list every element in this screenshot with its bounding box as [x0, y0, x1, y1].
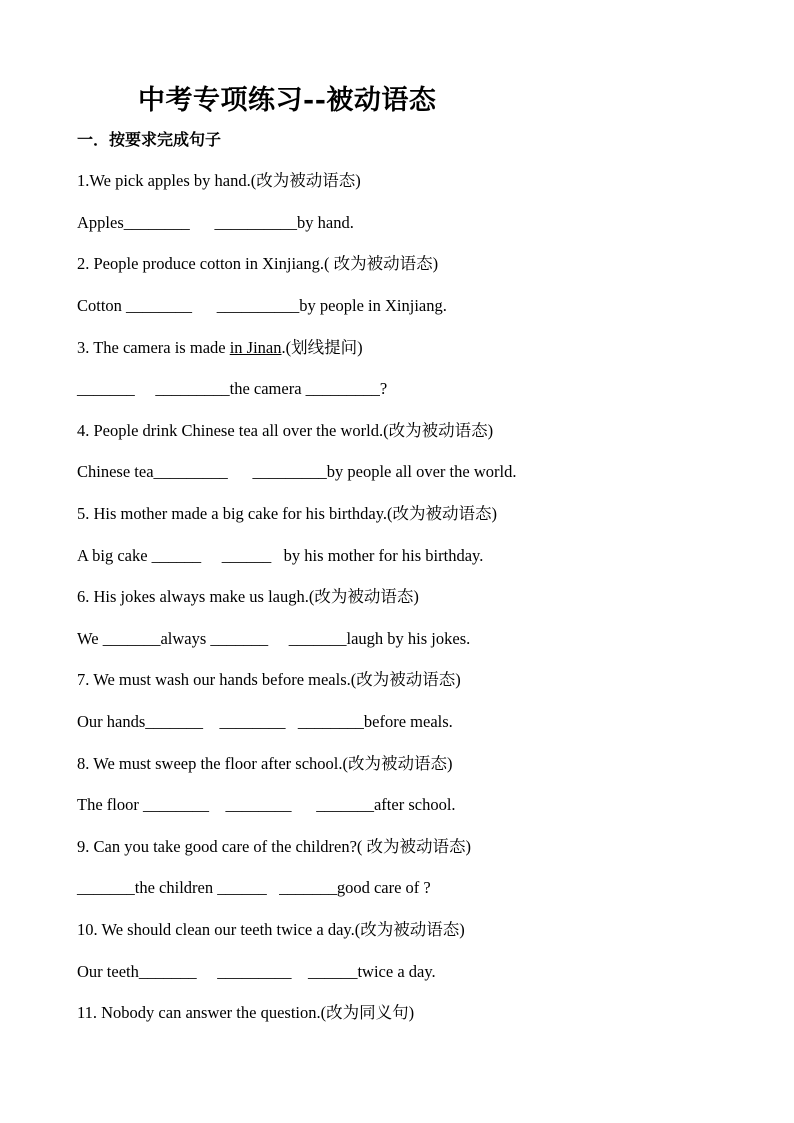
- question-3: [77, 337, 363, 359]
- page-title: 中考专项练习--被动语态: [138, 85, 437, 116]
- question-6: 6. His jokes always make us laugh.(改为被动语态): [77, 587, 419, 606]
- question-10: 10. We should clean our teeth twice a day.(改为被动语态): [77, 920, 465, 939]
- question-11: 11. Nobody can answer the question.(改为同义句): [77, 1003, 415, 1022]
- answer-line-1: Apples________ __________by hand.: [77, 213, 354, 232]
- question-8: 8. We must sweep the floor after school.(改为被动语态): [77, 754, 453, 773]
- question-3-instruction: .(划线提问): [281, 338, 363, 357]
- answer-line-2: Cotton ________ __________by people in Xinjiang.: [77, 296, 447, 315]
- question-1: 1.We pick apples by hand.(改为被动语态): [77, 171, 361, 190]
- answer-line-3: _______ _________the camera _________?: [77, 379, 388, 398]
- answer-line-4: Chinese tea_________ _________by people all over the world.: [77, 462, 517, 481]
- question-4: 4. People drink Chinese tea all over the world.(改为被动语态): [77, 421, 494, 440]
- question-5: 5. His mother made a big cake for his birthday.(改为被动语态): [77, 504, 498, 523]
- answer-line-9: _______the children ______ _______good care of ?: [77, 878, 431, 897]
- question-2: 2. People produce cotton in Xinjiang.( 改为被动语态): [77, 254, 439, 273]
- question-7: 7. We must wash our hands before meals.(改为被动语态): [77, 670, 461, 689]
- question-9: 9. Can you take good care of the children?( 改为被动语态): [77, 837, 472, 856]
- section-heading: 一．按要求完成句子: [77, 130, 222, 149]
- answer-line-8: The floor ________ ________ _______after school.: [77, 795, 456, 814]
- answer-line-10: Our teeth_______ _________ ______twice a day.: [77, 962, 436, 981]
- answer-line-7: Our hands_______ ________ ________before meals.: [77, 712, 453, 731]
- underlined-phrase: in Jinan: [229, 338, 282, 357]
- question-3-text: 3. The camera is made: [77, 338, 230, 357]
- answer-line-5: A big cake ______ ______ by his mother for his birthday.: [77, 546, 484, 565]
- answer-line-6: We _______always _______ _______laugh by his jokes.: [77, 629, 471, 648]
